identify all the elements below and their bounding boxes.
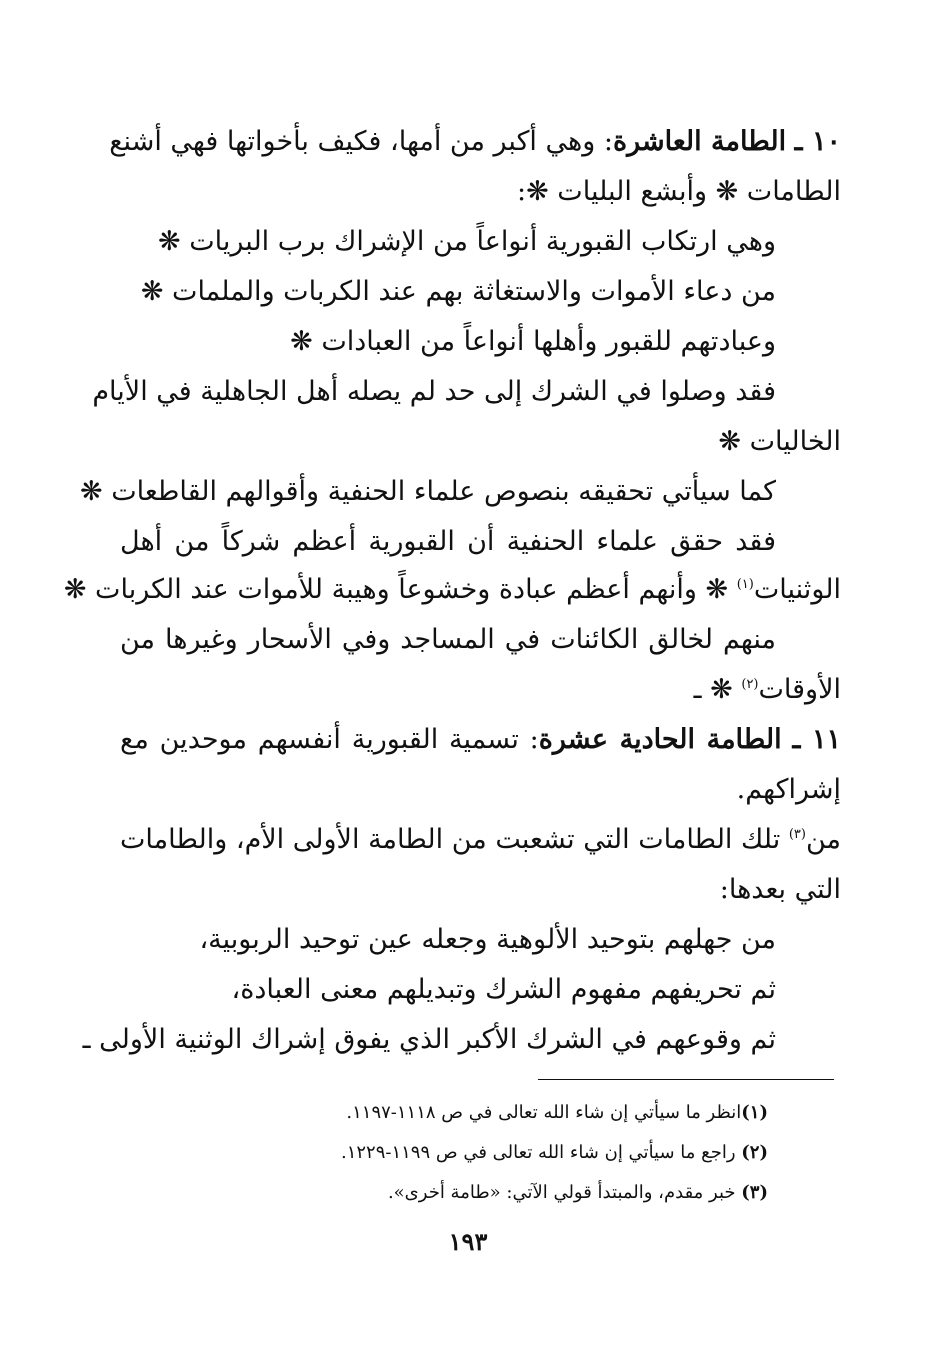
para-11-line-2: إشراكهم. (736, 774, 841, 805)
list-item: ثم تحريفهم مفهوم الشرك وتبديلهم معنى العبادة، (231, 974, 776, 1005)
item-number: ١١ ـ (792, 724, 842, 755)
footnote-number: (٣) (741, 1182, 768, 1203)
para-11-line-1 (120, 720, 841, 760)
verse-line: من دعاء الأموات والاستغاثة بهم عند الكربات والملمات ❋ (140, 276, 776, 307)
footnote-separator (538, 1079, 834, 1080)
verse-line (63, 570, 841, 610)
footnote-text: خبر مقدم، والمبتدأ قولي الآتي: «طامة أخرى». (387, 1182, 742, 1203)
para-text: : تسمية القبورية أنفسهم موحدين مع (120, 724, 539, 755)
list-item: ثم وقوعهم في الشرك الأكبر الذي يفوق إشراك الوثنية الأولى ـ (82, 1024, 776, 1055)
para-12-line-1 (120, 820, 841, 860)
footnote-number: (١) (741, 1102, 768, 1123)
footnote-text: راجع ما سيأتي إن شاء الله تعالى في ص ١١٩٩-١٢٢٩. (340, 1142, 742, 1163)
para-text: : وهي أكبر من أمها، فكيف بأخواتها فهي أشنع (109, 126, 613, 157)
para-12-line-2: التي بعدها: (719, 874, 841, 905)
verse-text: الوثنيات (753, 574, 841, 605)
section-heading: الطامة الحادية عشرة (538, 724, 782, 755)
verse-line: وعبادتهم للقبور وأهلها أنواعاً من العبادات ❋ (290, 326, 776, 357)
para-10-line-1 (109, 122, 841, 162)
list-item: من جهلهم بتوحيد الألوهية وجعله عين توحيد الربوبية، (199, 924, 776, 955)
verse-text: الأوقات (758, 674, 841, 705)
item-number: ١٠ ـ (794, 126, 841, 157)
verse-line: منهم لخالق الكائنات في المساجد وفي الأسحار وغيرها من (120, 624, 776, 655)
footnote-text: انظر ما سيأتي إن شاء الله تعالى في ص ١١١٨-١١٩٧. (346, 1102, 742, 1123)
footnote-number: (٢) (741, 1142, 768, 1163)
verse-line: وهي ارتكاب القبورية أنواعاً من الإشراك برب البريات ❋ (158, 226, 776, 257)
footnote-ref: (١) (736, 577, 754, 592)
para-10-line-2: الطامات ❋ وأبشع البليات ❋: (517, 176, 841, 207)
footnote-ref: (٣) (788, 827, 806, 842)
verse-text: ❋ ـ (693, 674, 742, 705)
footnote (200, 1178, 768, 1208)
para-text: تلك الطامات التي تشعبت من الطامة الأولى الأم، والطامات (120, 824, 789, 855)
verse-line: فقد وصلوا في الشرك إلى حد لم يصله أهل الجاهلية في الأيام (92, 376, 776, 407)
footnote (200, 1138, 768, 1168)
para-text: من (805, 824, 841, 855)
verse-line (120, 670, 841, 710)
footnote-ref: (٢) (741, 677, 759, 692)
section-heading: الطامة العاشرة (612, 126, 787, 157)
verse-line: فقد حقق علماء الحنفية أن القبورية أعظم شركاً من أهل (120, 526, 776, 557)
verse-text: ❋ وأنهم أعظم عبادة وخشوعاً وهيبة للأموات عند الكربات ❋ (63, 574, 737, 605)
page-number: ١٩٣ (448, 1227, 488, 1256)
verse-line: كما سيأتي تحقيقه بنصوص علماء الحنفية وأقوالهم القاطعات ❋ (79, 476, 776, 507)
verse-line: الخاليات ❋ (718, 426, 841, 457)
footnote (200, 1098, 768, 1128)
